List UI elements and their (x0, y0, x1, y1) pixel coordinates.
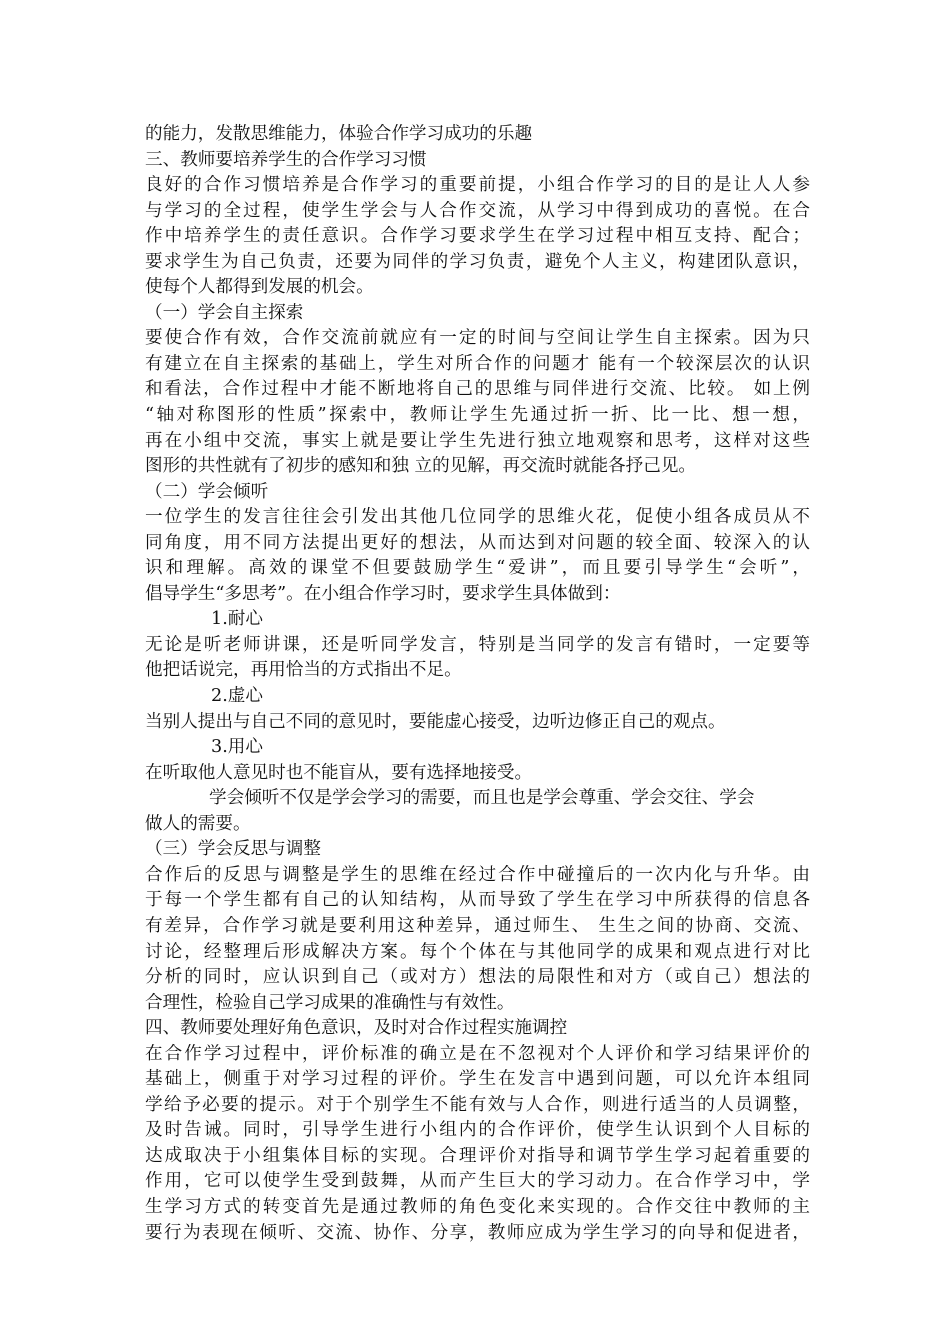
text-line: （三）学会反思与调整 (145, 839, 321, 860)
text-line: （一）学会自主探索 (145, 302, 304, 323)
text-line: 基础上，侧重于对学习过程的评价。学生在发言中遇到问题，可以允许本组同 (145, 1069, 810, 1090)
text-line: 再在小组中交流，事实上就是要让学生先进行独立地观察和思考，这样对这些 (145, 430, 810, 451)
text-line: 一位学生的发言往往会引发出其他几位同学的思维火花，促使小组各成员从不 (145, 507, 810, 528)
text-line: 有建立在自主探索的基础上，学生对所合作的问题才 能有一个较深层次的认识 (145, 353, 810, 374)
text-line: （二）学会倾听 (145, 481, 269, 502)
text-line: 合作后的反思与调整是学生的思维在经过合作中碰撞后的一次内化与升华。由 (145, 864, 810, 885)
text-line: 做人的需要。 (145, 813, 251, 834)
text-line: 要求学生为自己负责，还要为同伴的学习负责，避免个人主义，构建团队意识， (145, 251, 810, 272)
text-line: 作中培养学生的责任意识。合作学习要求学生在学习过程中相互支持、配合； (145, 226, 810, 247)
text-line: 要行为表现在倾听、交流、协作、分享，教师应成为学生学习的向导和促进者， (145, 1222, 810, 1243)
text-line: 使每个人都得到发展的机会。 (145, 277, 374, 298)
text-line: 良好的合作习惯培养是合作学习的重要前提，小组合作学习的目的是让人人参 (145, 175, 810, 196)
text-line: 无论是听老师讲课，还是听同学发言，特别是当同学的发言有错时，一定要等 (145, 634, 810, 655)
text-line: 学会倾听不仅是学会学习的需要，而且也是学会尊重、学会交往、学会 (209, 788, 755, 809)
text-line: 当别人提出与自己不同的意见时，要能虚心接受，边听边修正自己的观点。 (145, 711, 726, 732)
document-body (145, 122, 810, 1246)
text-line: “轴对称图形的性质”探索中，教师让学生先通过折一折、比一比、想一想， (145, 405, 810, 426)
text-line: 与学习的全过程，使学生学会与人合作交流，从学习中得到成功的喜悦。在合 (145, 200, 810, 221)
text-line: 生学习方式的转变首先是通过教师的角色变化来实现的。合作交往中教师的主 (145, 1196, 810, 1217)
text-line: 3.用心 (211, 737, 263, 758)
text-line: 三、教师要培养学生的合作学习习惯 (145, 149, 427, 170)
text-line: 作用，它可以使学生受到鼓舞，从而产生巨大的学习动力。在合作学习中，学 (145, 1171, 810, 1192)
text-line: 于每一个学生都有自己的认知结构，从而导致了学生在学习中所获得的信息各 (145, 890, 810, 911)
text-line: 分析的同时，应认识到自己（或对方）想法的局限性和对方（或自己）想法的 (145, 967, 810, 988)
text-line: 达成取决于小组集体目标的实现。合理评价对指导和调节学生学习起着重要的 (145, 1145, 810, 1166)
text-line: 在听取他人意见时也不能盲从，要有选择地接受。 (145, 762, 533, 783)
text-line: 倡导学生“多思考”。在小组合作学习时，要求学生具体做到： (145, 583, 621, 604)
text-line: 有差异，合作学习就是要利用这种差异，通过师生、 生生之间的协商、交流、 (145, 915, 810, 936)
text-line: 的能力，发散思维能力，体验合作学习成功的乐趣 (145, 124, 533, 144)
text-line: 要使合作有效，合作交流前就应有一定的时间与空间让学生自主探索。因为只 (145, 328, 810, 349)
text-line: 图形的共性就有了初步的感知和独 立的见解，再交流时就能各抒己见。 (145, 456, 697, 477)
text-line: 讨论，经整理后形成解决方案。每个个体在与其他同学的成果和观点进行对比 (145, 941, 810, 962)
text-line: 1.耐心 (211, 609, 263, 630)
text-line: 2.虚心 (211, 686, 263, 707)
text-line: 四、教师要处理好角色意识，及时对合作过程实施调控 (145, 1018, 568, 1039)
text-line: 在合作学习过程中，评价标准的确立是在不忽视对个人评价和学习结果评价的 (145, 1043, 810, 1064)
text-line: 学给予必要的提示。对于个别学生不能有效与人合作，则进行适当的人员调整， (145, 1094, 810, 1115)
text-line: 同角度，用不同方法提出更好的想法，从而达到对问题的较全面、较深入的认 (145, 532, 810, 553)
text-line: 及时告诫。同时，引导学生进行小组内的合作评价，使学生认识到个人目标的 (145, 1120, 810, 1141)
text-line: 识和理解。高效的课堂不但要鼓励学生“爱讲”，而且要引导学生“会听”， (145, 558, 810, 579)
text-line: 合理性，检验自己学习成果的准确性与有效性。 (145, 992, 515, 1013)
text-line: 和看法，合作过程中才能不断地将自己的思维与同伴进行交流、比较。 如上例 (145, 379, 810, 400)
text-line: 他把话说完，再用恰当的方式指出不足。 (145, 660, 462, 681)
